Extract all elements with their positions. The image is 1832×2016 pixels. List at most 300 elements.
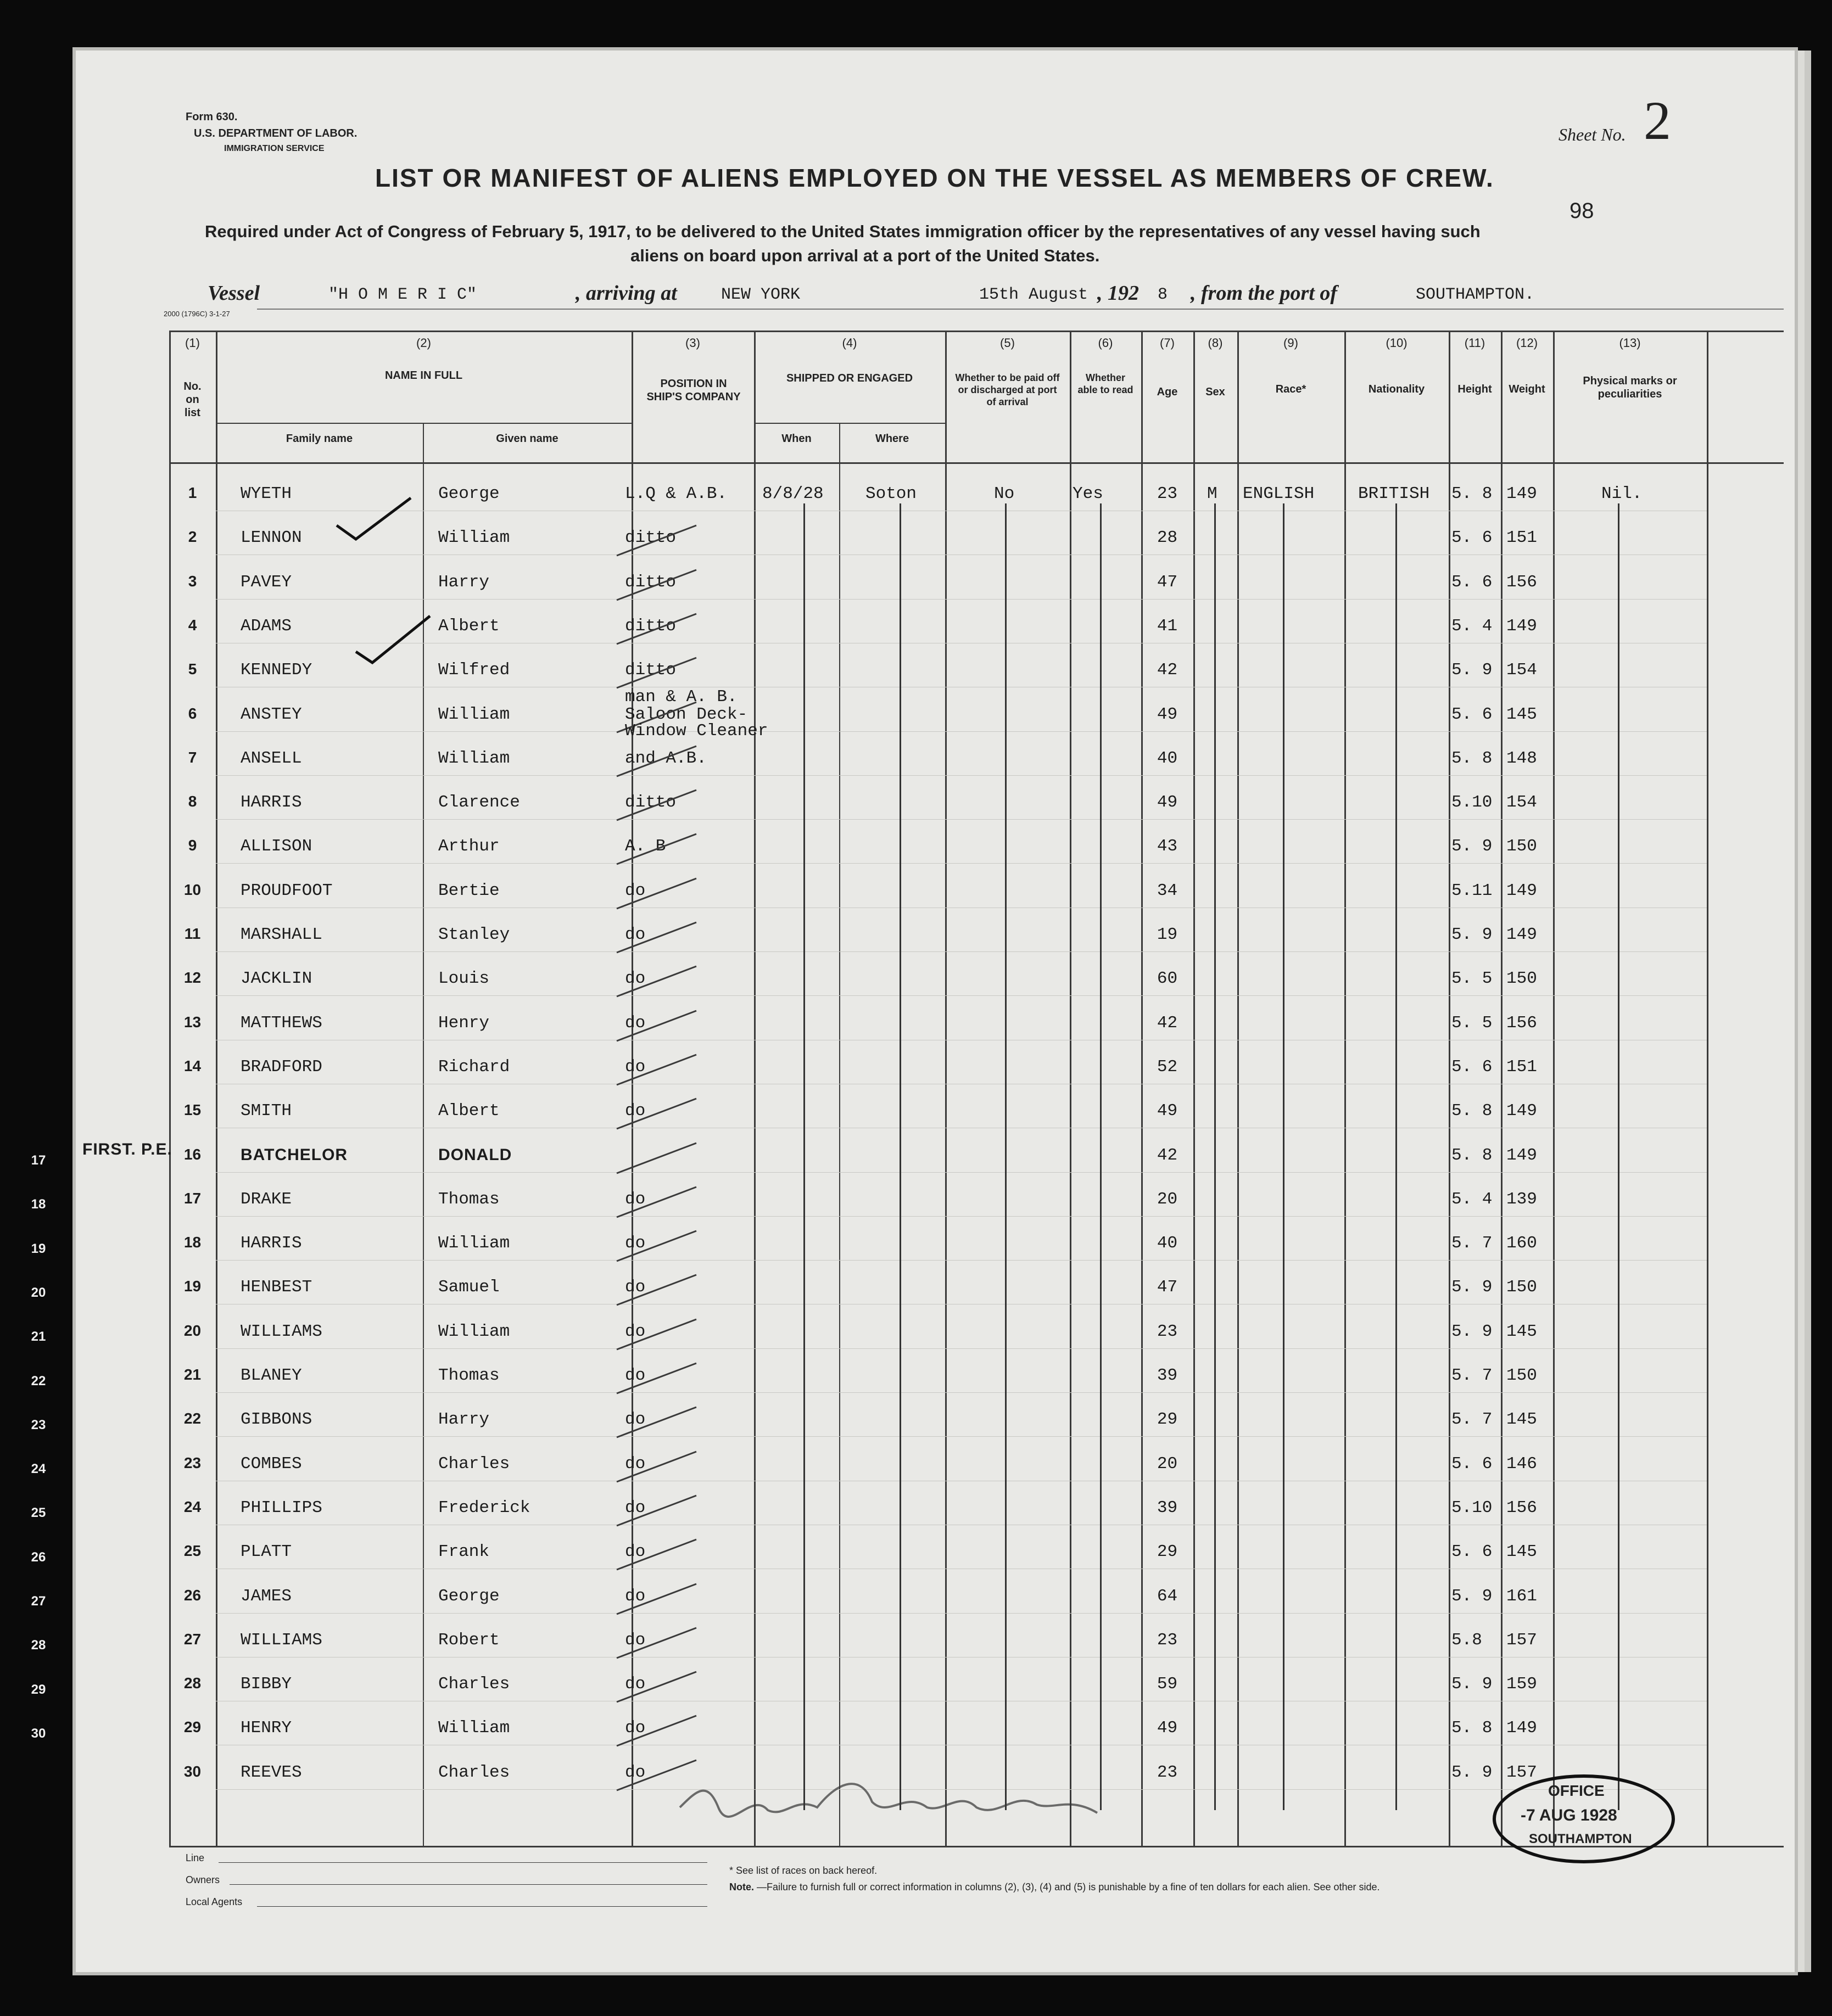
row-given: Frederick <box>438 1498 530 1517</box>
col6-label: Whether able to read <box>1077 372 1133 395</box>
col4-when-label: When <box>781 433 812 445</box>
row-position: do <box>625 1542 646 1561</box>
col2-number: (2) <box>416 336 431 350</box>
row7-position-line0: Window Cleaner <box>625 721 768 741</box>
annotation-98: 98 <box>1570 199 1594 223</box>
row1-read: Yes <box>1073 484 1103 503</box>
department: U.S. DEPARTMENT OF LABOR. <box>194 127 358 139</box>
row-given: William <box>438 749 510 768</box>
row-weight: 154 <box>1506 793 1537 812</box>
row-weight: 151 <box>1506 1057 1537 1077</box>
tick-mark-icon <box>614 1096 702 1134</box>
col3-label: POSITION IN SHIP'S COMPANY <box>646 378 741 403</box>
ditto-line <box>803 503 805 1810</box>
row-position: ditto <box>625 660 677 680</box>
row-given: Henry <box>438 1013 490 1033</box>
row-no: 12 <box>183 969 202 986</box>
row-height: 5. 6 <box>1451 705 1493 724</box>
column-divider <box>216 331 217 1847</box>
row-height: 5. 9 <box>1451 660 1493 680</box>
left-margin-number: 22 <box>31 1374 46 1388</box>
subtitle-line2: aliens on board upon arrival at a port of the United States. <box>630 246 1100 265</box>
row-age: 64 <box>1157 1587 1178 1606</box>
row-no: 9 <box>188 837 197 854</box>
row-weight: 145 <box>1506 1410 1537 1429</box>
row-no: 16 <box>183 1146 202 1163</box>
tick-mark-icon <box>614 1140 702 1179</box>
left-margin-number: 24 <box>31 1461 46 1476</box>
row-family: PLATT <box>241 1542 292 1561</box>
row-family: MARSHALL <box>241 925 322 944</box>
row-no: 6 <box>188 705 197 722</box>
row1-sex: M <box>1207 484 1217 503</box>
row-weight: 149 <box>1506 1146 1537 1165</box>
left-margin-number: 17 <box>31 1153 46 1168</box>
row-height: 5. 8 <box>1451 484 1493 503</box>
row-age: 52 <box>1157 1057 1178 1077</box>
row-family: DRAKE <box>241 1190 292 1209</box>
tick-mark-icon <box>614 1713 702 1751</box>
row-height: 5. 8 <box>1451 1101 1493 1121</box>
row-height: 5. 8 <box>1451 749 1493 768</box>
arriving-label: , arriving at <box>576 282 677 305</box>
row-weight: 149 <box>1506 925 1537 944</box>
row-no: 30 <box>183 1763 202 1780</box>
from-port: SOUTHAMPTON. <box>1416 285 1535 304</box>
row-given: Charles <box>438 1675 510 1694</box>
row-age: 42 <box>1157 1146 1178 1165</box>
table-top-border <box>169 331 1784 332</box>
row-given: Arthur <box>438 837 500 856</box>
row-family: BATCHELOR <box>241 1146 348 1164</box>
tick-mark-icon <box>614 1493 702 1531</box>
row-weight: 150 <box>1506 969 1537 988</box>
row-no: 22 <box>183 1410 202 1427</box>
tick-mark-icon <box>614 743 702 782</box>
row-guide <box>216 1392 1707 1393</box>
row-height: 5. 9 <box>1451 837 1493 856</box>
row-no: 25 <box>183 1542 202 1559</box>
row-position: do <box>625 925 646 944</box>
row-no: 13 <box>183 1013 202 1031</box>
row1-marks: Nil. <box>1601 484 1643 503</box>
row-weight: 151 <box>1506 528 1537 547</box>
note-label: Note. <box>729 1881 754 1892</box>
row-age: 42 <box>1157 660 1178 680</box>
ditto-line <box>1100 503 1102 1810</box>
subheader-divider <box>216 423 632 424</box>
column-divider <box>1553 331 1555 1847</box>
row-age: 60 <box>1157 969 1178 988</box>
row-given: Richard <box>438 1057 510 1077</box>
row-family: WILLIAMS <box>241 1322 322 1341</box>
row-position: Saloon Deck- <box>625 705 748 724</box>
row-no: 5 <box>188 660 197 677</box>
row-height: 5. 7 <box>1451 1410 1493 1429</box>
stamp-top: OFFICE <box>1548 1782 1605 1799</box>
year-suffix: 8 <box>1158 285 1168 304</box>
left-margin-number: 27 <box>31 1594 46 1609</box>
row-weight: 150 <box>1506 837 1537 856</box>
row-height: 5.8 <box>1451 1631 1482 1650</box>
row-family: LENNON <box>241 528 302 547</box>
row-given: Harry <box>438 1410 490 1429</box>
col4-label: SHIPPED OR ENGAGED <box>786 372 913 384</box>
column-divider <box>169 331 171 1847</box>
row-position: do <box>625 1366 646 1385</box>
tick-mark-icon <box>614 964 702 1002</box>
row-given: Harry <box>438 573 490 592</box>
col7-label: Age <box>1157 386 1178 398</box>
row-given: DONALD <box>438 1146 512 1164</box>
row-given: Albert <box>438 617 500 636</box>
row-height: 5. 9 <box>1451 925 1493 944</box>
col8-number: (8) <box>1208 336 1223 350</box>
row-family: WYETH <box>241 484 292 503</box>
row-position: do <box>625 1763 646 1782</box>
row-position: do <box>625 969 646 988</box>
row-no: 2 <box>188 528 197 545</box>
tick-mark-icon <box>614 611 702 649</box>
row-family: WILLIAMS <box>241 1631 322 1650</box>
row-no: 24 <box>183 1498 202 1515</box>
left-margin-number: 23 <box>31 1418 46 1432</box>
row-position: do <box>625 1278 646 1297</box>
row-height: 5. 9 <box>1451 1587 1493 1606</box>
row-family: ALLISON <box>241 837 312 856</box>
row-age: 49 <box>1157 1718 1178 1738</box>
row-given: Bertie <box>438 881 500 900</box>
subheader-divider <box>754 423 945 424</box>
row-family: BRADFORD <box>241 1057 322 1077</box>
col10-label: Nationality <box>1368 383 1425 395</box>
row-given: Wilfred <box>438 660 510 680</box>
col12-number: (12) <box>1516 336 1538 350</box>
row-age: 29 <box>1157 1410 1178 1429</box>
row-weight: 145 <box>1506 1542 1537 1561</box>
row-family: REEVES <box>241 1763 302 1782</box>
row-given: Samuel <box>438 1278 500 1297</box>
row-given: Robert <box>438 1631 500 1650</box>
arrival-date: 15th August <box>979 285 1088 304</box>
col10-number: (10) <box>1386 336 1407 350</box>
row-height: 5. 9 <box>1451 1763 1493 1782</box>
row1-race: ENGLISH <box>1243 484 1315 503</box>
row-no: 23 <box>183 1454 202 1471</box>
tick-mark-icon <box>614 1360 702 1399</box>
row-no: 3 <box>188 573 197 590</box>
row-no: 1 <box>188 484 197 501</box>
row-age: 43 <box>1157 837 1178 856</box>
tick-mark-icon <box>614 1272 702 1311</box>
row-guide <box>216 995 1707 996</box>
row-position: do <box>625 1631 646 1650</box>
col13-label: Physical marks or peculiarities <box>1583 375 1677 400</box>
row-age: 42 <box>1157 1013 1178 1033</box>
row-no: 28 <box>183 1675 202 1692</box>
row-given: William <box>438 1234 510 1253</box>
col11-number: (11) <box>1464 336 1485 350</box>
row-position: do <box>625 1718 646 1738</box>
row-no: 29 <box>183 1718 202 1735</box>
row-position: do <box>625 1410 646 1429</box>
tick-mark-icon <box>614 1404 702 1443</box>
row-age: 28 <box>1157 528 1178 547</box>
row-guide <box>216 1436 1707 1437</box>
row-position: do <box>625 1675 646 1694</box>
row-no: 14 <box>183 1057 202 1074</box>
row-given: George <box>438 484 500 503</box>
row-family: PHILLIPS <box>241 1498 322 1517</box>
column-divider <box>1237 331 1239 1847</box>
checkmark-icon <box>353 613 435 668</box>
col3-number: (3) <box>685 336 700 350</box>
row-age: 41 <box>1157 617 1178 636</box>
row-given: Clarence <box>438 793 520 812</box>
row-age: 39 <box>1157 1366 1178 1385</box>
col7-number: (7) <box>1160 336 1175 350</box>
vessel-name: "H O M E R I C" <box>328 285 477 304</box>
row-guide <box>216 819 1707 820</box>
header-bottom-border <box>169 462 1784 464</box>
row-height: 5. 6 <box>1451 1057 1493 1077</box>
row-height: 5. 9 <box>1451 1675 1493 1694</box>
column-divider <box>945 331 947 1847</box>
row-guide <box>216 599 1707 600</box>
row-family: ANSELL <box>241 749 302 768</box>
tick-mark-icon <box>614 876 702 914</box>
tick-mark-icon <box>614 1317 702 1355</box>
row-weight: 161 <box>1506 1587 1537 1606</box>
row-given: Frank <box>438 1542 490 1561</box>
signature <box>674 1758 1103 1829</box>
row-age: 23 <box>1157 1631 1178 1650</box>
row-no: 15 <box>183 1101 202 1118</box>
checkmark-icon <box>334 495 416 545</box>
row-no: 11 <box>184 925 201 942</box>
footer-agents-rule <box>257 1906 707 1907</box>
row-position: do <box>625 881 646 900</box>
footer-owners-label: Owners <box>186 1874 220 1885</box>
row-family: HARRIS <box>241 793 302 812</box>
stamp-bottom: SOUTHAMPTON <box>1529 1832 1632 1846</box>
margin-note: FIRST. P.E. <box>82 1140 172 1158</box>
row-no: 19 <box>183 1278 202 1295</box>
arriving-port: NEW YORK <box>721 285 801 304</box>
left-margin-number: 18 <box>31 1197 46 1212</box>
footer-line-rule <box>219 1862 707 1863</box>
tick-mark-icon <box>614 1184 702 1223</box>
col2-label: NAME IN FULL <box>384 369 463 382</box>
tick-mark-icon <box>614 567 702 606</box>
row-position: do <box>625 1057 646 1077</box>
ditto-line <box>1005 503 1007 1810</box>
row-given: William <box>438 528 510 547</box>
row-given: George <box>438 1587 500 1606</box>
from-label: , from the port of <box>1191 282 1338 305</box>
row-age: 49 <box>1157 1101 1178 1121</box>
row1-nationality: BRITISH <box>1358 484 1430 503</box>
row-position: do <box>625 1454 646 1474</box>
row-position: ditto <box>625 528 677 547</box>
footer-agents-label: Local Agents <box>186 1896 243 1907</box>
row-position: and A.B. <box>625 749 707 768</box>
row-weight: 149 <box>1506 881 1537 900</box>
row-family: ANSTEY <box>241 705 302 724</box>
note-text: —Failure to furnish full or correct information in columns (2), (3), (4) and (5) is punishable by a fine of ten dollars for each alien. See other side. <box>757 1881 1380 1892</box>
row-age: 20 <box>1157 1454 1178 1474</box>
ditto-line <box>1283 503 1284 1810</box>
row-age: 47 <box>1157 1278 1178 1297</box>
row-height: 5.10 <box>1451 1498 1493 1517</box>
column-divider <box>754 331 756 1847</box>
row-family: HENBEST <box>241 1278 312 1297</box>
col12-label: Weight <box>1509 383 1545 395</box>
row-position: A. B <box>625 837 666 856</box>
tick-mark-icon <box>614 1581 702 1620</box>
row-family: COMBES <box>241 1454 302 1474</box>
row-position: do <box>625 1234 646 1253</box>
row-age: 49 <box>1157 793 1178 812</box>
row-family: HARRIS <box>241 1234 302 1253</box>
column-divider <box>1707 331 1708 1847</box>
row-no: 18 <box>183 1234 202 1251</box>
row-weight: 139 <box>1506 1190 1537 1209</box>
row-position: do <box>625 1322 646 1341</box>
row-weight: 149 <box>1506 1718 1537 1738</box>
row-guide <box>216 1216 1707 1217</box>
row-given: Albert <box>438 1101 500 1121</box>
tick-mark-icon <box>614 1449 702 1487</box>
ditto-line <box>1395 503 1397 1810</box>
row-guide <box>216 775 1707 776</box>
row-weight: 150 <box>1506 1278 1537 1297</box>
column-divider <box>1449 331 1450 1847</box>
column-divider <box>1193 331 1195 1847</box>
column-divider <box>1070 331 1071 1847</box>
row-guide <box>216 951 1707 952</box>
row-given: Stanley <box>438 925 510 944</box>
row-no: 21 <box>183 1366 202 1383</box>
row-height: 5. 4 <box>1451 1190 1493 1209</box>
row-position: do <box>625 1190 646 1209</box>
row-family: BIBBY <box>241 1675 292 1694</box>
row-weight: 156 <box>1506 1498 1537 1517</box>
row-height: 5. 6 <box>1451 528 1493 547</box>
tick-mark-icon <box>614 523 702 561</box>
col8-label: Sex <box>1205 386 1225 398</box>
tick-mark-icon <box>614 1625 702 1664</box>
col4-number: (4) <box>842 336 857 350</box>
tick-mark-icon <box>614 1052 702 1090</box>
row-family: BLANEY <box>241 1366 302 1385</box>
row-height: 5. 5 <box>1451 1013 1493 1033</box>
left-margin-number: 20 <box>31 1285 46 1300</box>
row-family: JAMES <box>241 1587 292 1606</box>
year-prefix: , 192 <box>1097 282 1139 305</box>
row-no: 7 <box>188 749 197 766</box>
row-height: 5.10 <box>1451 793 1493 812</box>
row-no: 20 <box>183 1322 202 1339</box>
row-family: JACKLIN <box>241 969 312 988</box>
row-age: 23 <box>1157 1322 1178 1341</box>
row-weight: 157 <box>1506 1763 1537 1782</box>
row-weight: 149 <box>1506 484 1537 503</box>
row-no: 17 <box>183 1190 202 1207</box>
col9-label: Race* <box>1275 383 1306 395</box>
manifest-sheet <box>76 51 1795 1972</box>
row-age: 23 <box>1157 1763 1178 1782</box>
stamp-date: -7 AUG 1928 <box>1521 1806 1617 1824</box>
row-weight: 149 <box>1506 1101 1537 1121</box>
ditto-line <box>900 503 901 1810</box>
row-no: 26 <box>183 1587 202 1604</box>
row-height: 5. 7 <box>1451 1366 1493 1385</box>
footer-owners-rule <box>230 1884 707 1885</box>
col5-number: (5) <box>1000 336 1015 350</box>
vessel-label: Vessel <box>208 282 260 305</box>
row1-where: Soton <box>865 484 917 503</box>
row-weight: 150 <box>1506 1366 1537 1385</box>
row-age: 29 <box>1157 1542 1178 1561</box>
row-family: PAVEY <box>241 573 292 592</box>
row-family: MATTHEWS <box>241 1013 322 1033</box>
row-position: do <box>625 1498 646 1517</box>
page-title: LIST OR MANIFEST OF ALIENS EMPLOYED ON THE VESSEL AS MEMBERS OF CREW. <box>375 164 1494 192</box>
row-position: ditto <box>625 793 677 812</box>
row-guide <box>216 1172 1707 1173</box>
column-divider <box>1141 331 1143 1847</box>
col2-given-label: Given name <box>496 433 558 445</box>
col13-number: (13) <box>1619 336 1641 350</box>
col4-where-label: Where <box>875 433 909 445</box>
col1-label: No. on list <box>183 380 202 419</box>
row-height: 5. 8 <box>1451 1718 1493 1738</box>
tick-mark-icon <box>614 787 702 826</box>
col9-number: (9) <box>1283 336 1298 350</box>
row-given: Thomas <box>438 1366 500 1385</box>
col2-family-label: Family name <box>286 433 353 445</box>
service: IMMIGRATION SERVICE <box>224 144 325 153</box>
col11-label: Height <box>1457 383 1492 395</box>
row1-paid-off: No <box>994 484 1015 503</box>
left-margin-number: 21 <box>31 1329 46 1344</box>
row-weight: 154 <box>1506 660 1537 680</box>
row-family: PROUDFOOT <box>241 881 333 900</box>
row-family: SMITH <box>241 1101 292 1121</box>
row-no: 10 <box>183 881 202 898</box>
sheet-number: 2 <box>1644 90 1671 151</box>
row-family: ADAMS <box>241 617 292 636</box>
left-margin-number: 29 <box>31 1682 46 1697</box>
form-number: Form 630. <box>186 111 238 123</box>
row-given: Thomas <box>438 1190 500 1209</box>
row-age: 59 <box>1157 1675 1178 1694</box>
column-divider <box>1344 331 1346 1847</box>
row-no: 27 <box>183 1631 202 1648</box>
row-family: KENNEDY <box>241 660 312 680</box>
row-position: ditto <box>625 573 677 592</box>
row-weight: 156 <box>1506 573 1537 592</box>
row-age: 39 <box>1157 1498 1178 1517</box>
tick-mark-icon <box>614 920 702 958</box>
row-family: GIBBONS <box>241 1410 312 1429</box>
row-given: William <box>438 1718 510 1738</box>
row-no: 4 <box>188 617 197 634</box>
row-height: 5. 5 <box>1451 969 1493 988</box>
row-weight: 146 <box>1506 1454 1537 1474</box>
footer-line-label: Line <box>186 1852 205 1863</box>
